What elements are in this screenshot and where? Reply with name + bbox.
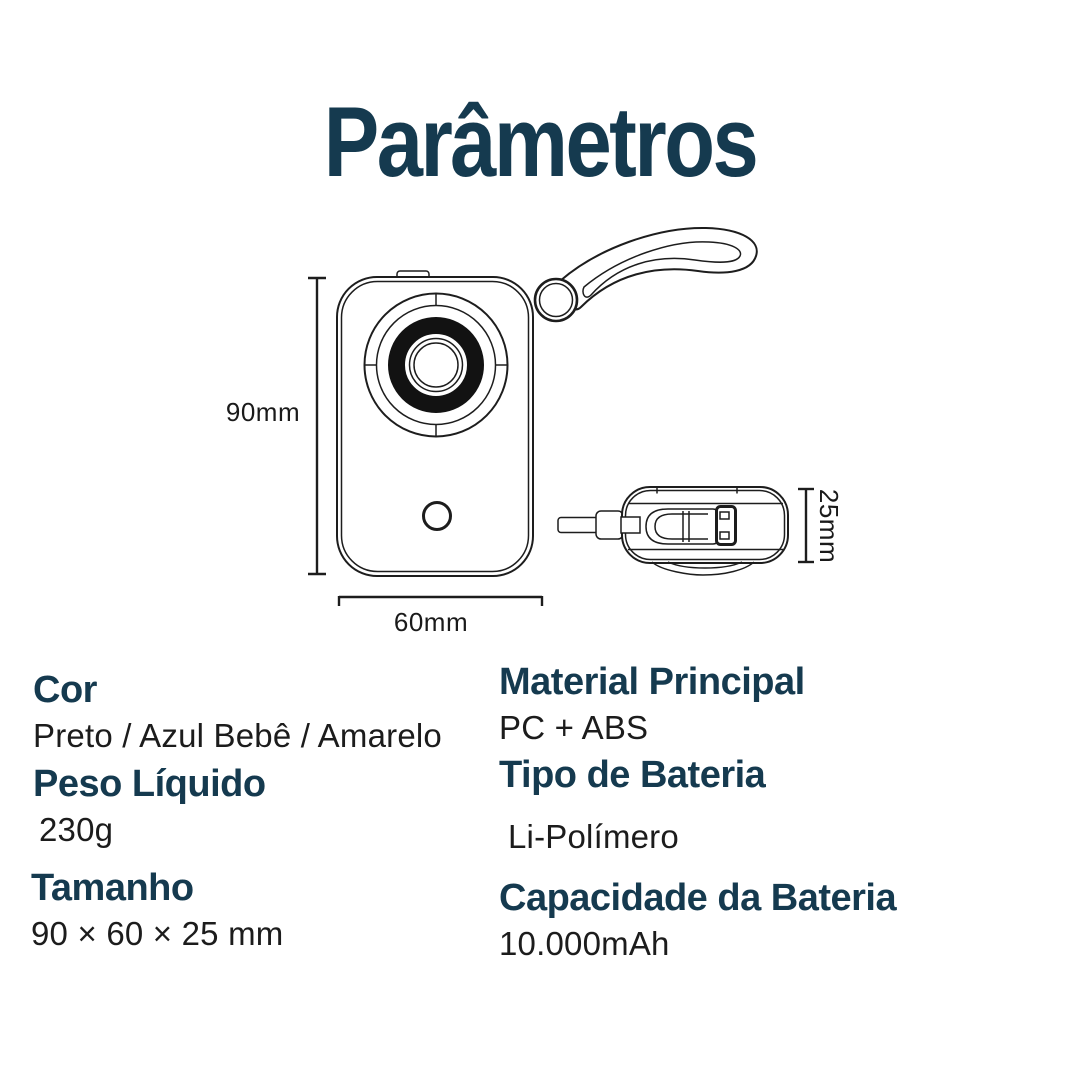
depth-dimension-label: 25mm — [814, 488, 844, 564]
power-indicator — [424, 503, 451, 530]
spec-battery-type-value: Li-Polímero — [508, 818, 679, 855]
spec-color-label: Cor — [33, 669, 97, 711]
lanyard-strap — [560, 228, 757, 310]
page-title: Parâmetros — [323, 86, 757, 197]
spec-size-label: Tamanho — [31, 867, 194, 909]
spec-weight-value: 230g — [39, 811, 114, 848]
spec-weight-label: Peso Líquido — [33, 763, 266, 805]
height-dimension-label: 90mm — [225, 397, 301, 427]
spec-weight — [33, 762, 266, 850]
lanyard-ring — [535, 279, 577, 321]
width-dimension-label: 60mm — [393, 607, 469, 637]
device-front-view — [337, 271, 533, 576]
spec-battery-type-label: Tipo de Bateria — [499, 754, 766, 796]
dimension-annotations — [226, 278, 844, 637]
spec-battery-capacity-label: Capacidade da Bateria — [499, 877, 897, 919]
spec-size — [31, 866, 283, 954]
usb-a-port — [717, 507, 736, 545]
spec-color — [33, 668, 442, 756]
spec-color-value: Preto / Azul Bebê / Amarelo — [33, 717, 442, 754]
spec-battery-type — [499, 753, 765, 857]
height-dimension-line — [308, 278, 326, 574]
usb-plug-housing — [646, 509, 718, 544]
depth-dimension-line — [798, 489, 814, 562]
device-side-view — [558, 487, 788, 575]
spec-material — [499, 660, 805, 748]
usb-cable — [558, 511, 623, 539]
spec-material-label: Material Principal — [499, 661, 805, 703]
spec-battery-capacity-value: 10.000mAh — [499, 925, 670, 962]
spec-size-value: 90 × 60 × 25 mm — [31, 915, 284, 952]
width-dimension-line — [339, 596, 542, 606]
spec-material-value: PC + ABS — [499, 709, 649, 746]
spec-battery-capacity — [499, 876, 896, 964]
